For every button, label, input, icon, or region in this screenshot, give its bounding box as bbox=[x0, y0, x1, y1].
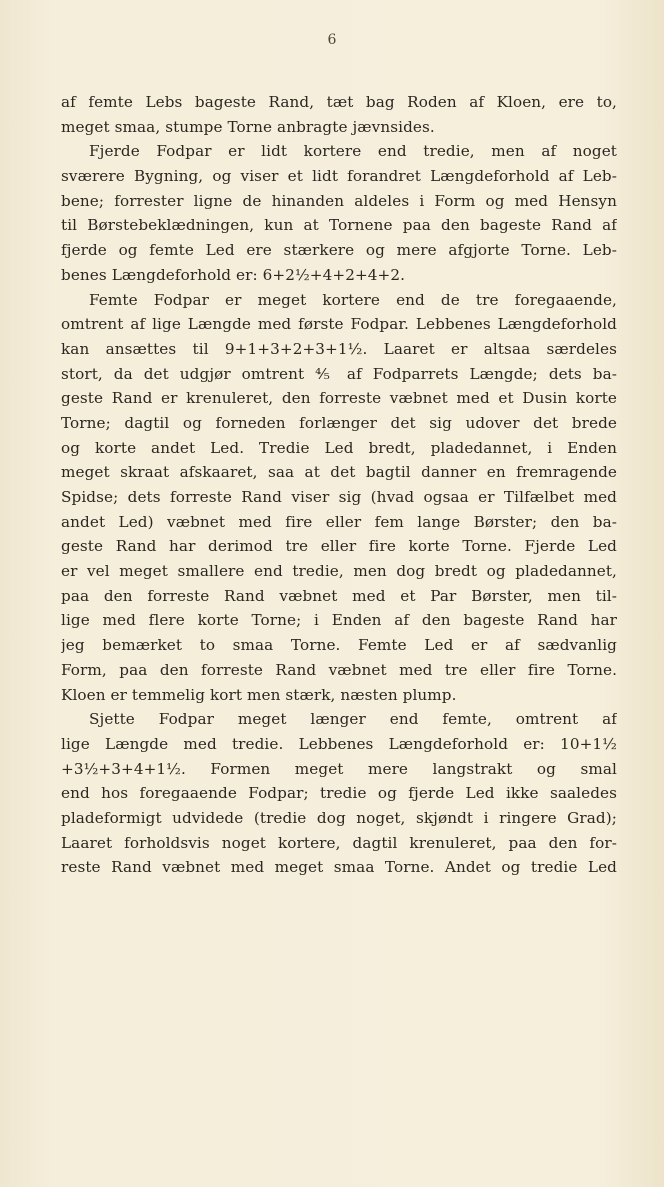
text-line: er vel meget smallere end tredie, men dog bredt og pladedannet, bbox=[61, 562, 617, 581]
text-line: Torne; dagtil og forneden forlænger det sig udover det brede bbox=[61, 413, 617, 432]
page-number: 6 bbox=[327, 32, 337, 48]
text-line: stort, da det udgjør omtrent ⅘ af Fodparrets Længde; dets ba- bbox=[61, 364, 617, 383]
text-line: til Børstebeklædningen, kun at Tornene paa den bageste Rand af bbox=[61, 216, 617, 235]
text-line: bene; forrester ligne de hinanden aldeles i Form og med Hensyn bbox=[61, 191, 617, 210]
text-line: fjerde og femte Led ere stærkere og mere afgjorte Torne. Leb- bbox=[61, 241, 617, 260]
paragraph-start-femte-fodpar: Femte Fodpar er meget kortere end de tre foregaaende, bbox=[89, 290, 617, 309]
text-line: Spidse; dets forreste Rand viser sig (hvad ogsaa er Tilfælbet med bbox=[61, 488, 617, 506]
paragraph-start-sjette-fodpar: Sjette Fodpar meget længer end femte, omtrent af bbox=[89, 710, 617, 729]
text-line: pladeformigt udvidede (tredie dog noget, skjøndt i ringere Grad); bbox=[61, 808, 617, 827]
text-line: geste Rand er krenuleret, den forreste væbnet med et Dusin korte bbox=[61, 389, 617, 408]
text-line: Form, paa den forreste Rand væbnet med tre eller fire Torne. bbox=[61, 660, 617, 679]
text-line: kan ansættes til 9+1+3+2+3+1½. Laaret er altsaa særdeles bbox=[61, 339, 617, 358]
text-line: andet Led) væbnet med fire eller fem lange Børster; den ba- bbox=[61, 512, 617, 531]
text-line: end hos foregaaende Fodpar; tredie og fjerde Led ikke saaledes bbox=[61, 784, 617, 803]
text-line: meget smaa, stumpe Torne anbragte jævnsides. bbox=[61, 117, 435, 136]
text-line: geste Rand har derimod tre eller fire korte Torne. Fjerde Led bbox=[61, 537, 617, 556]
text-line: af femte Lebs bageste Rand, tæt bag Roden af Kloen, ere to, bbox=[61, 93, 617, 111]
text-line: omtrent af lige Længde med første Fodpar. Lebbenes Længdeforhold bbox=[61, 315, 617, 334]
text-line: paa den forreste Rand væbnet med et Par Børster, men til- bbox=[61, 586, 617, 605]
text-line: Kloen er temmelig kort men stærk, næsten plump. bbox=[61, 685, 457, 704]
text-line: benes Længdeforhold er: 6+2½+4+2+4+2. bbox=[61, 265, 406, 284]
text-line: +3½+3+4+1½. Formen meget mere langstrakt og smal bbox=[61, 759, 617, 778]
paragraph-start-fjerde-fodpar: Fjerde Fodpar er lidt kortere end tredie, men af noget bbox=[89, 142, 617, 161]
body-text bbox=[61, 90, 617, 880]
text-line: lige Længde med tredie. Lebbenes Længdeforhold er: 10+1½ bbox=[61, 734, 617, 753]
text-line: og korte andet Led. Tredie Led bredt, pladedannet, i Enden bbox=[61, 438, 617, 457]
text-line: reste Rand væbnet med meget smaa Torne. Andet og tredie Led bbox=[61, 858, 617, 877]
text-line: Laaret forholdsvis noget kortere, dagtil krenuleret, paa den for- bbox=[61, 833, 617, 852]
text-line: meget skraat afskaaret, saa at det bagtil danner en fremragende bbox=[61, 463, 617, 482]
text-line: lige med flere korte Torne; i Enden af den bageste Rand har bbox=[61, 611, 617, 630]
text-line: jeg bemærket to smaa Torne. Femte Led er af sædvanlig bbox=[61, 636, 617, 655]
text-line: sværere Bygning, og viser et lidt forandret Længdeforhold af Leb- bbox=[61, 167, 617, 186]
